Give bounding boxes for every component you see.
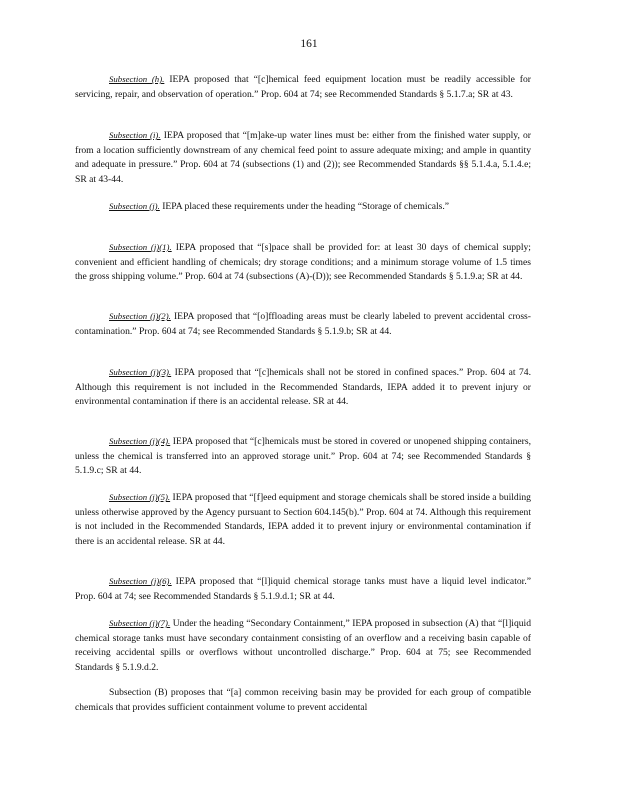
paragraph-subsection-j1 (75, 240, 531, 285)
paragraph-text: IEPA proposed that “[c]hemicals shall not be stored in confined spaces.” Prop. 604 at 74. Although this requirement is not included in the Recommended Standards, IEPA added it to prevent injury or environmental contamination if there is an accidental release. SR at 44. (75, 367, 531, 407)
paragraph-text: IEPA proposed that “[c]hemicals must be stored in covered or unopened shipping containers, unless the chemical is transferred into an approved storage unit.” Prop. 604 at 74; see Recommended Standards § 5.1.9.c; SR at 44. (75, 436, 531, 476)
paragraph-subsection-i (75, 128, 531, 187)
paragraph-text: IEPA proposed that “[s]pace shall be provided for: at least 30 days of chemical supply; convenient and efficient handling of chemicals; dry storage conditions; and a minimum storage volume of 1.5 times the gross shipping volume.” Prop. 604 at 74 (subsections (A)-(D)); see Recommended Standards § 5.1.9.a; SR at 44. (75, 242, 531, 282)
subsection-label: Subsection (i). (109, 130, 161, 140)
paragraph-subsection-j2 (75, 309, 531, 339)
paragraph-text: IEPA proposed that “[m]ake-up water lines must be: either from the finished water supply, or from a location sufficiently downstream of any chemical feed point to assure adequate mixing; and ample in quantity and adequate in pressure.” Prop. 604 at 74 (subsections (1) and (2)); see Recommended Standards §§ 5.1.4.a, 5.1.4.e; SR at 43-44. (75, 130, 531, 185)
subsection-label: Subsection (j)(4). (109, 436, 171, 446)
subsection-label: Subsection (j)(3). (109, 367, 172, 377)
paragraph-text: Under the heading “Secondary Containment,” IEPA proposed in subsection (A) that “[l]iquid chemical storage tanks must have secondary containment consisting of an overflow and a receiving basin capable of receiving accidental spills or overflows without uncontrolled discharge.” Prop. 604 at 75; see Recommended Standards § 5.1.9.d.2. (75, 618, 531, 673)
paragraph-subsection-j7 (75, 616, 531, 675)
subsection-label: Subsection (j)(5). (109, 492, 171, 502)
subsection-label: Subsection (h). (109, 74, 165, 84)
paragraph-text: IEPA proposed that “[f]eed equipment and storage chemicals shall be stored inside a building unless otherwise approved by the Agency pursuant to Section 604.145(b).” Prop. 604 at 74. Although this requirement is not included in the Recommended Standards, IEPA added it to prevent injury or environmental contamination if there is an accidental release. SR at 44. (75, 492, 531, 547)
paragraph-subsection-j4 (75, 434, 531, 479)
paragraph-subsection-j6 (75, 574, 531, 604)
paragraph-subsection-j (75, 199, 531, 215)
paragraph-text: IEPA proposed that “[l]iquid chemical storage tanks must have a liquid level indicator.” Prop. 604 at 74; see Recommended Standards § 5.1.9.d.1; SR at 44. (75, 576, 531, 602)
paragraph-subsection-h (75, 72, 531, 102)
paragraph-subsection-j3 (75, 365, 531, 410)
paragraph-text: Subsection (B) proposes that “[a] common receiving basin may be provided for each group of compatible chemicals that provides sufficient containment volume to prevent accidental (75, 687, 531, 713)
paragraph-subsection-b (75, 686, 531, 715)
paragraph-text: IEPA placed these requirements under the heading “Storage of chemicals.” (162, 201, 450, 212)
subsection-label: Subsection (j)(1). (109, 242, 172, 252)
page-number: 161 (300, 38, 318, 50)
subsection-label: Subsection (j). (109, 201, 160, 211)
paragraph-subsection-j5 (75, 490, 531, 549)
subsection-label: Subsection (j)(6). (109, 576, 172, 586)
paragraph-text: IEPA proposed that “[c]hemical feed equipment location must be readily accessible for servicing, repair, and observation of operation.” Prop. 604 at 74; see Recommended Standards § 5.1.7.a; SR at 43. (75, 74, 531, 100)
subsection-label: Subsection (j)(2). (109, 311, 171, 321)
paragraph-text: IEPA proposed that “[o]ffloading areas must be clearly labeled to prevent accidental cross-contamination.” Prop. 604 at 74; see Recommended Standards § 5.1.9.b; SR at 44. (75, 311, 531, 337)
subsection-label: Subsection (j)(7). (109, 618, 171, 628)
